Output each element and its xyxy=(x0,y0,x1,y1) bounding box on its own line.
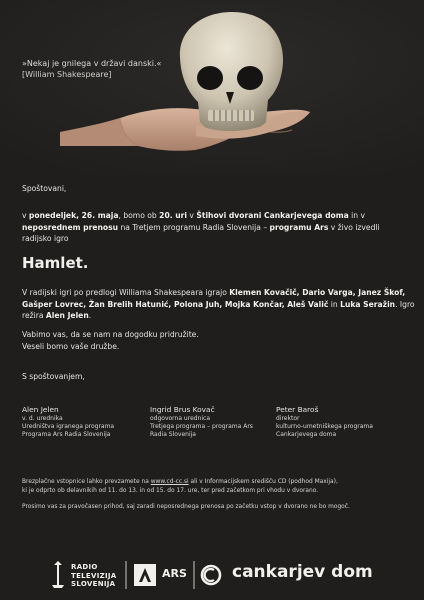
director-name: Alen Jelen xyxy=(45,311,89,320)
ticket-text: Brezplačne vstopnice lahko prevzamete na xyxy=(22,479,151,485)
cast-text: . xyxy=(88,311,92,320)
event-date: ponedeljek, 26. maja xyxy=(28,211,119,220)
invitation-text xyxy=(22,329,199,352)
invite-line: Veseli bomo vaše družbe. xyxy=(22,341,120,351)
signatory-name: Alen Jelen xyxy=(22,405,59,414)
intro-paragraph xyxy=(22,210,407,245)
signatory-role: kulturno-umetniškega programa xyxy=(276,422,373,430)
quote-text: »Nekaj je gnilega v državi danski.« xyxy=(22,59,162,68)
intro-text: v xyxy=(22,211,29,220)
broadcast-type: neposrednem prenosu xyxy=(22,222,119,232)
signatory-role: Programa Ars Radia Slovenija xyxy=(22,430,111,438)
invite-line: Vabimo vas, da se nam na dogodku pridružite. xyxy=(22,330,199,339)
signatory-role: Radia Slovenija xyxy=(150,430,196,438)
rtv-logo-text xyxy=(71,563,117,589)
signatory-role: Uredništva igranega programa xyxy=(22,422,115,430)
cast-paragraph xyxy=(22,287,417,322)
shakespeare-quote xyxy=(22,58,161,80)
signature-block xyxy=(150,405,253,438)
signatory-role: odgovorna urednica xyxy=(150,415,211,422)
intro-text: in v xyxy=(348,211,366,220)
ticket-info xyxy=(22,478,417,496)
quote-attribution: [William Shakespeare] xyxy=(22,70,112,79)
ars-logo-icon xyxy=(134,564,156,586)
signatory-role: direktor xyxy=(276,415,300,422)
ticket-text: ali v Informacijskem središču CD (podhod Maxija), xyxy=(188,479,338,485)
cast-actors: Klemen Kovačič, Dario Varga, Janez Škof, Gašper Lovrec, Žan Brelih Hatunić, Polona Juh, Mojka Končar, Aleš Valič xyxy=(22,288,406,309)
rtv-slovenija-logo-icon xyxy=(52,561,64,588)
ars-logo-text: ARS xyxy=(162,567,187,580)
ticket-hours: ki je odprto ob delavnikih od 11. do 13. in od 15. do 17. ure, ter pred začetkom pri vhodu v dvorano. xyxy=(22,488,319,494)
cast-text: in xyxy=(328,299,341,309)
intro-text: v živo izvedli radijsko igro xyxy=(22,222,380,243)
signature-block xyxy=(276,405,373,438)
signatory-role: Cankarjevega doma xyxy=(276,430,337,438)
signatory-name: Ingrid Brus Kovač xyxy=(150,405,215,414)
arrival-notice: Prosimo vas za pravočasen prihod, saj zaradi neposrednega prenosa po začetku vstop v dvorano ne bo mogoč. xyxy=(22,504,350,510)
cast-text: V radijski igri po predlogi Williama Shakespeara igrajo xyxy=(22,288,230,297)
intro-text: , bomo ob xyxy=(118,211,160,220)
signatory-role: v. d. urednika xyxy=(22,415,63,422)
skull-in-hand-photo xyxy=(0,0,424,175)
rtv-logo-line: RADIO xyxy=(71,563,98,571)
cast-actor-last: Luka Seražin xyxy=(340,299,396,309)
intro-text: na Tretjem programu Radia Slovenija – xyxy=(118,222,270,232)
event-time: 20. uri xyxy=(159,211,188,220)
cankarjev-dom-logo-icon xyxy=(202,566,220,584)
closing: S spoštovanjem, xyxy=(22,372,85,381)
signature-block xyxy=(22,405,114,438)
program-name: programu Ars xyxy=(269,222,329,232)
rtv-logo-line: SLOVENIJA xyxy=(71,580,116,589)
play-title: Hamlet. xyxy=(22,254,89,272)
signatory-name: Peter Baroš xyxy=(276,405,319,414)
rtv-logo-line: TELEVIZIJA xyxy=(71,571,117,580)
signatory-role: Tretjega programa – programa Ars xyxy=(150,422,253,430)
tickets-link[interactable]: www.cd-cc.si xyxy=(150,479,189,485)
cast-text: . Igro režira xyxy=(22,299,415,320)
intro-text: v xyxy=(187,211,197,220)
event-venue: Štihovi dvorani Cankarjevega doma xyxy=(196,211,349,220)
greeting: Spoštovani, xyxy=(22,184,67,193)
cankarjev-dom-logo-text: cankarjev dom xyxy=(232,562,373,582)
